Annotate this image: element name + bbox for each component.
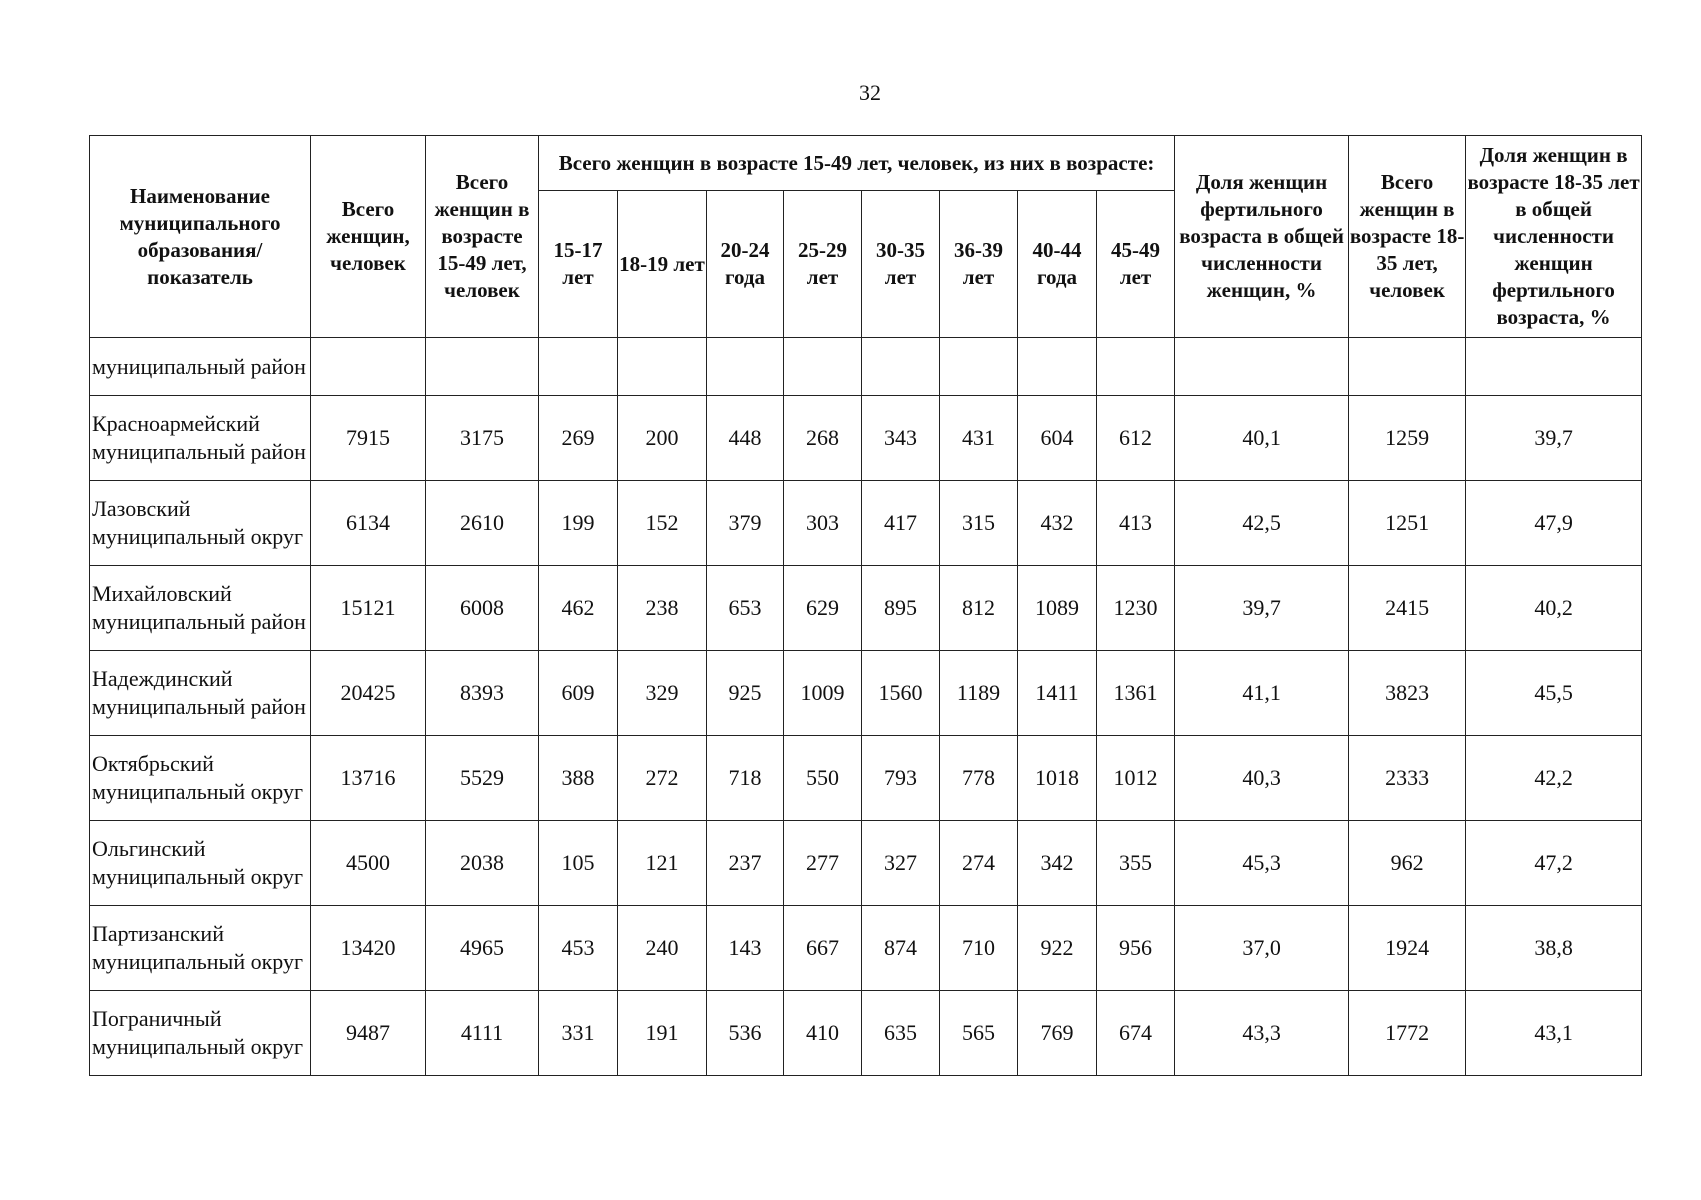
share-fertile-cell: 41,1	[1175, 651, 1349, 736]
age-cell: 565	[940, 991, 1018, 1076]
age-cell: 199	[539, 481, 618, 566]
women-15-49-cell: 3175	[426, 396, 539, 481]
age-cell: 1018	[1018, 736, 1097, 821]
age-cell: 922	[1018, 906, 1097, 991]
table-row	[90, 991, 1642, 1076]
age-cell: 612	[1097, 396, 1175, 481]
age-cell: 240	[618, 906, 707, 991]
age-cell: 238	[618, 566, 707, 651]
share-18-35-cell: 45,5	[1466, 651, 1642, 736]
age-cell: 413	[1097, 481, 1175, 566]
share-18-35-cell: 39,7	[1466, 396, 1642, 481]
demographics-table	[89, 135, 1642, 1076]
age-cell: 277	[784, 821, 862, 906]
age-cell: 274	[940, 821, 1018, 906]
header-age: 45-49 лет	[1097, 191, 1175, 338]
header-share-fertile: Доля женщин фертильного возраста в общей численности женщин, %	[1175, 136, 1349, 338]
empty-cell	[618, 338, 707, 396]
share-18-35-cell: 47,9	[1466, 481, 1642, 566]
age-cell: 315	[940, 481, 1018, 566]
empty-cell	[426, 338, 539, 396]
age-cell: 925	[707, 651, 784, 736]
row-name: Надеждинский муниципальный район	[90, 651, 311, 736]
age-cell: 604	[1018, 396, 1097, 481]
age-cell: 269	[539, 396, 618, 481]
table-row	[90, 821, 1642, 906]
page-number: 32	[859, 80, 881, 105]
total-women-cell: 20425	[311, 651, 426, 736]
age-cell: 331	[539, 991, 618, 1076]
age-cell: 635	[862, 991, 940, 1076]
continuation-row	[90, 338, 1642, 396]
age-cell: 793	[862, 736, 940, 821]
table-row	[90, 566, 1642, 651]
share-18-35-cell: 42,2	[1466, 736, 1642, 821]
table-row	[90, 396, 1642, 481]
share-fertile-cell: 45,3	[1175, 821, 1349, 906]
age-cell: 152	[618, 481, 707, 566]
women-18-35-cell: 1772	[1349, 991, 1466, 1076]
age-cell: 710	[940, 906, 1018, 991]
age-cell: 1012	[1097, 736, 1175, 821]
row-name: Октябрьский муниципальный округ	[90, 736, 311, 821]
age-cell: 609	[539, 651, 618, 736]
header-age-group: Всего женщин в возрасте 15-49 лет, человек, из них в возрасте:	[539, 136, 1175, 191]
age-cell: 956	[1097, 906, 1175, 991]
empty-cell	[707, 338, 784, 396]
age-cell: 448	[707, 396, 784, 481]
header-women-15-49: Всего женщин в возрасте 15-49 лет, человек	[426, 136, 539, 338]
women-18-35-cell: 962	[1349, 821, 1466, 906]
row-name: Лазовский муниципальный округ	[90, 481, 311, 566]
women-15-49-cell: 2610	[426, 481, 539, 566]
share-fertile-cell: 37,0	[1175, 906, 1349, 991]
age-cell: 105	[539, 821, 618, 906]
header-age: 25-29 лет	[784, 191, 862, 338]
header-age: 30-35 лет	[862, 191, 940, 338]
row-name: Ольгинский муниципальный округ	[90, 821, 311, 906]
age-cell: 417	[862, 481, 940, 566]
share-fertile-cell: 40,1	[1175, 396, 1349, 481]
header-total-women: Всего женщин, человек	[311, 136, 426, 338]
share-18-35-cell: 40,2	[1466, 566, 1642, 651]
age-cell: 342	[1018, 821, 1097, 906]
share-fertile-cell: 40,3	[1175, 736, 1349, 821]
table-row	[90, 736, 1642, 821]
row-name: Красноармейский муниципальный район	[90, 396, 311, 481]
header-row-1	[90, 136, 1642, 191]
age-cell: 1361	[1097, 651, 1175, 736]
women-15-49-cell: 8393	[426, 651, 539, 736]
age-cell: 431	[940, 396, 1018, 481]
age-cell: 718	[707, 736, 784, 821]
age-cell: 343	[862, 396, 940, 481]
age-cell: 121	[618, 821, 707, 906]
header-share-18-35: Доля женщин в возрасте 18-35 лет в общей численности женщин фертильного возраста, %	[1466, 136, 1642, 338]
share-18-35-cell: 43,1	[1466, 991, 1642, 1076]
age-cell: 1230	[1097, 566, 1175, 651]
share-fertile-cell: 42,5	[1175, 481, 1349, 566]
age-cell: 410	[784, 991, 862, 1076]
age-cell: 237	[707, 821, 784, 906]
age-cell: 327	[862, 821, 940, 906]
women-18-35-cell: 3823	[1349, 651, 1466, 736]
empty-cell	[539, 338, 618, 396]
empty-cell	[862, 338, 940, 396]
age-cell: 329	[618, 651, 707, 736]
age-cell: 272	[618, 736, 707, 821]
women-18-35-cell: 1251	[1349, 481, 1466, 566]
women-18-35-cell: 2333	[1349, 736, 1466, 821]
age-cell: 674	[1097, 991, 1175, 1076]
header-age: 15-17 лет	[539, 191, 618, 338]
empty-cell	[1018, 338, 1097, 396]
age-cell: 1411	[1018, 651, 1097, 736]
age-cell: 355	[1097, 821, 1175, 906]
total-women-cell: 7915	[311, 396, 426, 481]
age-cell: 629	[784, 566, 862, 651]
table-row	[90, 906, 1642, 991]
age-cell: 812	[940, 566, 1018, 651]
women-15-49-cell: 4111	[426, 991, 539, 1076]
age-cell: 303	[784, 481, 862, 566]
header-women-18-35: Всего женщин в возрасте 18-35 лет, человек	[1349, 136, 1466, 338]
total-women-cell: 13716	[311, 736, 426, 821]
empty-cell	[1097, 338, 1175, 396]
age-cell: 453	[539, 906, 618, 991]
age-cell: 895	[862, 566, 940, 651]
table-row	[90, 651, 1642, 736]
empty-cell	[1349, 338, 1466, 396]
empty-cell	[311, 338, 426, 396]
header-age: 36-39 лет	[940, 191, 1018, 338]
women-18-35-cell: 2415	[1349, 566, 1466, 651]
share-fertile-cell: 39,7	[1175, 566, 1349, 651]
age-cell: 1089	[1018, 566, 1097, 651]
empty-cell	[940, 338, 1018, 396]
women-15-49-cell: 5529	[426, 736, 539, 821]
total-women-cell: 13420	[311, 906, 426, 991]
empty-cell	[784, 338, 862, 396]
header-age: 40-44 года	[1018, 191, 1097, 338]
women-15-49-cell: 4965	[426, 906, 539, 991]
row-name: Партизанский муниципальный округ	[90, 906, 311, 991]
share-18-35-cell: 38,8	[1466, 906, 1642, 991]
total-women-cell: 6134	[311, 481, 426, 566]
header-age: 18-19 лет	[618, 191, 707, 338]
age-cell: 1009	[784, 651, 862, 736]
age-cell: 653	[707, 566, 784, 651]
age-cell: 536	[707, 991, 784, 1076]
age-cell: 432	[1018, 481, 1097, 566]
age-cell: 268	[784, 396, 862, 481]
empty-cell	[1175, 338, 1349, 396]
age-cell: 143	[707, 906, 784, 991]
age-cell: 667	[784, 906, 862, 991]
row-name: Михайловский муниципальный район	[90, 566, 311, 651]
table-row	[90, 481, 1642, 566]
total-women-cell: 4500	[311, 821, 426, 906]
women-15-49-cell: 6008	[426, 566, 539, 651]
empty-cell	[1466, 338, 1642, 396]
age-cell: 1189	[940, 651, 1018, 736]
women-15-49-cell: 2038	[426, 821, 539, 906]
women-18-35-cell: 1924	[1349, 906, 1466, 991]
row-name: муниципальный район	[90, 338, 311, 396]
age-cell: 462	[539, 566, 618, 651]
total-women-cell: 15121	[311, 566, 426, 651]
women-18-35-cell: 1259	[1349, 396, 1466, 481]
age-cell: 379	[707, 481, 784, 566]
header-age: 20-24 года	[707, 191, 784, 338]
share-fertile-cell: 43,3	[1175, 991, 1349, 1076]
age-cell: 778	[940, 736, 1018, 821]
age-cell: 191	[618, 991, 707, 1076]
header-name: Наименование муниципального образования/ показатель	[90, 136, 311, 338]
row-name: Пограничный муниципальный округ	[90, 991, 311, 1076]
age-cell: 388	[539, 736, 618, 821]
total-women-cell: 9487	[311, 991, 426, 1076]
age-cell: 550	[784, 736, 862, 821]
share-18-35-cell: 47,2	[1466, 821, 1642, 906]
age-cell: 1560	[862, 651, 940, 736]
age-cell: 769	[1018, 991, 1097, 1076]
age-cell: 874	[862, 906, 940, 991]
age-cell: 200	[618, 396, 707, 481]
